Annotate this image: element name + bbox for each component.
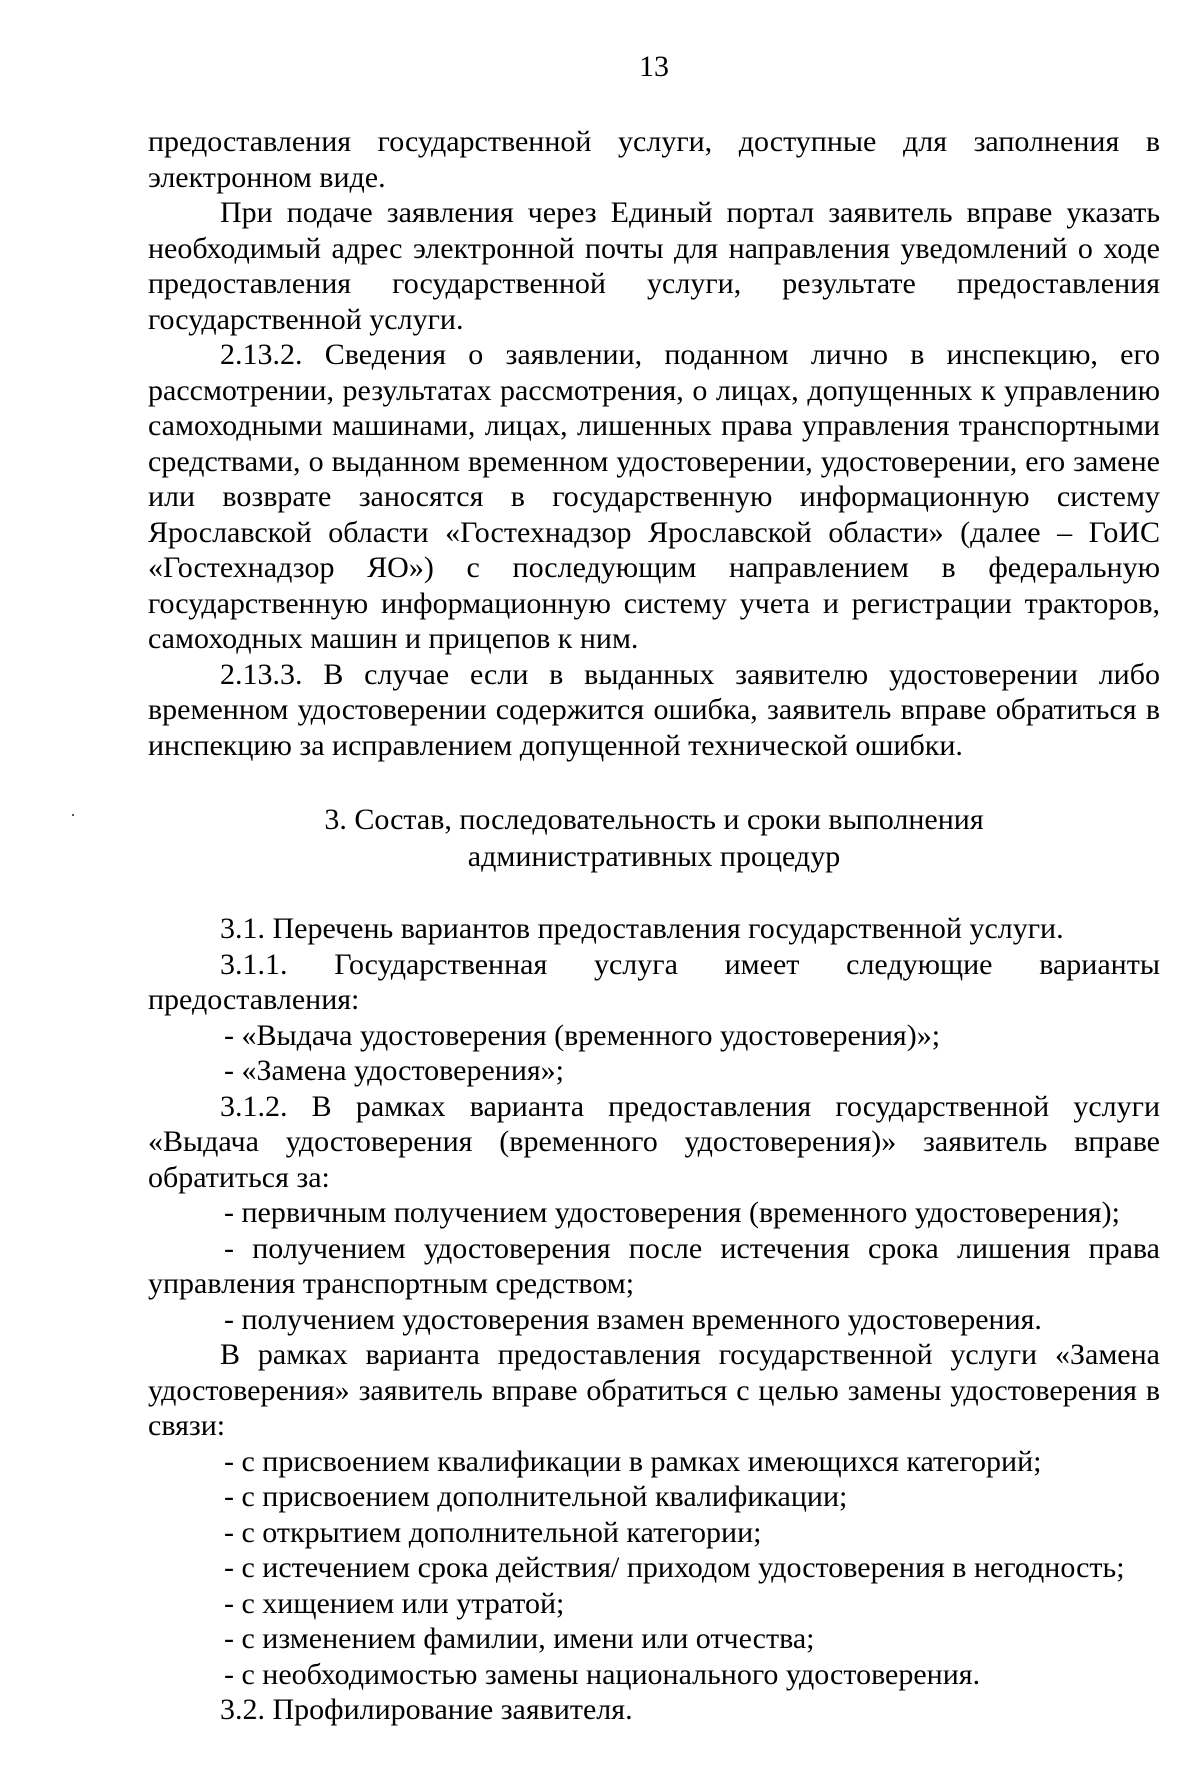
paragraph-2-13-2: 2.13.2. Сведения о заявлении, поданном лично в инспекцию, его рассмотрении, результатах рассмотрения, о лицах, допущенных к управлению самоходными машинами, лицах, лишенных права управления транспортными средствами, о выданном временном удостоверении, удостоверении, его замене или возврате заносятся в государственную информационную систему Ярославской области «Гостехнадзор Ярославской области» (далее – ГоИС «Гостехнадзор ЯО») с последующим направлением в федеральную государственную информационную систему учета и регистрации тракторов, самоходных машин и прицепов к ним. [148, 338, 1160, 655]
section-heading-line-2: административных процедур [467, 840, 841, 873]
section-heading [148, 801, 1160, 875]
list-item-replace-reason: - с изменением фамилии, имени или отчества; [224, 1622, 815, 1655]
page-number: 13 [639, 50, 669, 83]
list-item-issue-reason: - получением удостоверения взамен временного удостоверения. [224, 1302, 1042, 1336]
list-item-variant: - «Выдача удостоверения (временного удостоверения)»; [224, 1018, 941, 1052]
body-text [148, 124, 1160, 1728]
list-item-replace-reason: - с необходимостью замены национального удостоверения. [224, 1657, 981, 1691]
scan-artifact-dot [72, 814, 74, 816]
paragraph-2-13-3: 2.13.3. В случае если в выданных заявителю удостоверении либо временном удостоверении содержится ошибка, заявитель вправе обратиться в инспекцию за исправлением допущенной технической ошибки. [148, 657, 1160, 762]
list-item-replace-reason: - с присвоением квалификации в рамках имеющихся категорий; [224, 1444, 1042, 1478]
paragraph-email-notice: При подаче заявления через Единый портал заявитель вправе указать необходимый адрес электронной почты для направления уведомлений о ходе предоставления государственной услуги, результате предоставления государственной услуги. [148, 196, 1160, 336]
section-heading-line-1: 3. Состав, последовательность и сроки выполнения [324, 803, 984, 836]
paragraph-3-1: 3.1. Перечень вариантов предоставления государственной услуги. [220, 912, 1064, 945]
list-item-issue-reason: - получением удостоверения после истечения срока лишения права управления транспортным средством; [148, 1231, 1160, 1300]
paragraph-3-1-1: 3.1.1. Государственная услуга имеет следующие варианты предоставления: [148, 947, 1160, 1016]
paragraph-replacement: В рамках варианта предоставления государственной услуги «Замена удостоверения» заявитель вправе обратиться с целью замены удостоверения в связи: [148, 1338, 1160, 1442]
paragraph-continuation: предоставления государственной услуги, доступные для заполнения в электронном виде. [148, 125, 1160, 194]
paragraph-3-1-2: 3.1.2. В рамках варианта предоставления государственной услуги «Выдача удостоверения (временного удостоверения)» заявитель вправе обратиться за: [148, 1089, 1160, 1194]
list-item-variant: - «Замена удостоверения»; [224, 1054, 565, 1087]
list-item-replace-reason: - с истечением срока действия/ приходом удостоверения в негодность; [224, 1551, 1125, 1584]
paragraph-3-2: 3.2. Профилирование заявителя. [220, 1693, 633, 1726]
list-item-replace-reason: - с хищением или утратой; [224, 1586, 565, 1620]
document-page [148, 50, 1160, 1728]
list-item-replace-reason: - с открытием дополнительной категории; [224, 1515, 762, 1549]
list-item-replace-reason: - с присвоением дополнительной квалификации; [224, 1480, 848, 1513]
list-item-issue-reason: - первичным получением удостоверения (временного удостоверения); [224, 1196, 1120, 1229]
